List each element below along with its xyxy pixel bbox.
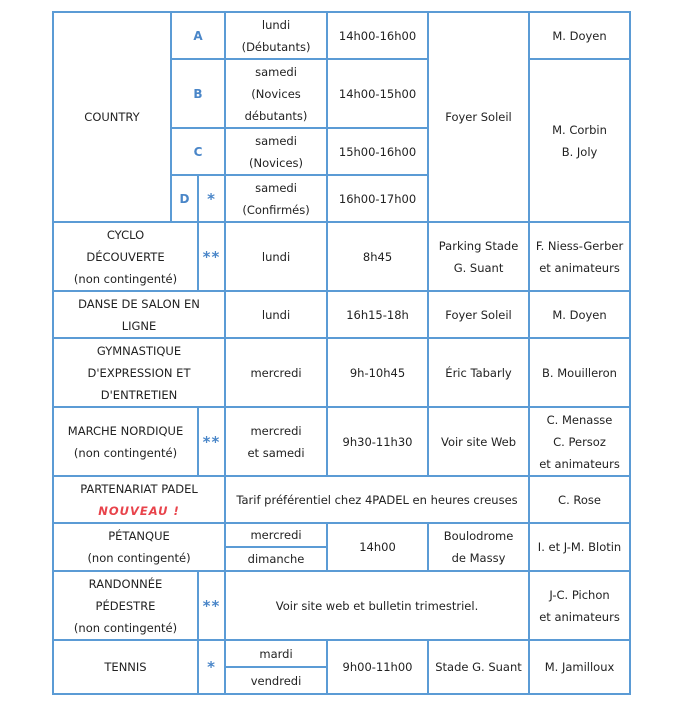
tennis-time: 9h00-11h00	[327, 640, 428, 694]
activities-table	[52, 11, 631, 695]
table-row	[53, 291, 630, 338]
padel-name: PARTENARIAT PADEL	[80, 481, 198, 496]
gym-location: Éric Tabarly	[428, 338, 529, 407]
table-row	[53, 571, 630, 640]
tennis-day-1: mardi	[225, 640, 327, 667]
cyclo-time: 8h45	[327, 222, 428, 291]
country-name: COUNTRY	[53, 12, 171, 222]
country-b-day: samedi (Novices débutants)	[225, 59, 327, 128]
country-d-time: 16h00-17h00	[327, 175, 428, 222]
star-icon: *	[198, 640, 225, 694]
group-c: C	[171, 128, 225, 175]
country-d-day: samedi (Confirmés)	[225, 175, 327, 222]
padel-info: Tarif préférentiel chez 4PADEL en heures creuses	[225, 476, 529, 523]
country-a-day: lundi (Débutants)	[225, 12, 327, 59]
table-row	[53, 407, 630, 476]
country-c-time: 15h00-16h00	[327, 128, 428, 175]
table-row	[53, 12, 630, 59]
petanque-day-1: mercredi	[225, 523, 327, 547]
table-row	[53, 523, 630, 547]
tennis-leader: M. Jamilloux	[529, 640, 630, 694]
cyclo-day: lundi	[225, 222, 327, 291]
tennis-name: TENNIS	[53, 640, 198, 694]
danse-name: DANSE DE SALON EN LIGNE	[53, 291, 225, 338]
petanque-time: 14h00	[327, 523, 428, 571]
rando-info: Voir site web et bulletin trimestriel.	[225, 571, 529, 640]
country-b-time: 14h00-15h00	[327, 59, 428, 128]
rando-name: RANDONNÉE PÉDESTRE (non contingenté)	[53, 571, 198, 640]
group-a: A	[171, 12, 225, 59]
rando-leader: J-C. Pichon et animateurs	[529, 571, 630, 640]
country-a-time: 14h00-16h00	[327, 12, 428, 59]
double-star-icon: **	[198, 222, 225, 291]
petanque-leader: I. et J-M. Blotin	[529, 523, 630, 571]
marche-day: mercredi et samedi	[225, 407, 327, 476]
group-b: B	[171, 59, 225, 128]
gym-leader: B. Mouilleron	[529, 338, 630, 407]
gym-name: GYMNASTIQUE D'EXPRESSION ET D'ENTRETIEN	[53, 338, 225, 407]
country-location: Foyer Soleil	[428, 12, 529, 222]
marche-time: 9h30-11h30	[327, 407, 428, 476]
double-star-icon: **	[198, 571, 225, 640]
tennis-location: Stade G. Suant	[428, 640, 529, 694]
danse-location: Foyer Soleil	[428, 291, 529, 338]
marche-name: MARCHE NORDIQUE (non contingenté)	[53, 407, 198, 476]
country-a-leader: M. Doyen	[529, 12, 630, 59]
gym-time: 9h-10h45	[327, 338, 428, 407]
cyclo-name: CYCLO DÉCOUVERTE (non contingenté)	[53, 222, 198, 291]
group-d: D	[171, 175, 198, 222]
table-row	[53, 640, 630, 667]
table-row	[53, 476, 630, 523]
new-badge: NOUVEAU !	[98, 503, 180, 518]
danse-day: lundi	[225, 291, 327, 338]
danse-leader: M. Doyen	[529, 291, 630, 338]
country-c-day: samedi (Novices)	[225, 128, 327, 175]
marche-leader: C. Menasse C. Persoz et animateurs	[529, 407, 630, 476]
petanque-day-2: dimanche	[225, 547, 327, 571]
marche-location: Voir site Web	[428, 407, 529, 476]
country-bcd-leader: M. Corbin B. Joly	[529, 59, 630, 222]
star-icon: *	[198, 175, 225, 222]
padel-cell	[53, 476, 225, 523]
danse-time: 16h15-18h	[327, 291, 428, 338]
cyclo-location: Parking Stade G. Suant	[428, 222, 529, 291]
table-row	[53, 338, 630, 407]
tennis-day-2: vendredi	[225, 667, 327, 694]
cyclo-leader: F. Niess-Gerber et animateurs	[529, 222, 630, 291]
gym-day: mercredi	[225, 338, 327, 407]
petanque-location: Boulodrome de Massy	[428, 523, 529, 571]
double-star-icon: **	[198, 407, 225, 476]
table-row	[53, 222, 630, 291]
padel-leader: C. Rose	[529, 476, 630, 523]
petanque-name: PÉTANQUE (non contingenté)	[53, 523, 225, 571]
